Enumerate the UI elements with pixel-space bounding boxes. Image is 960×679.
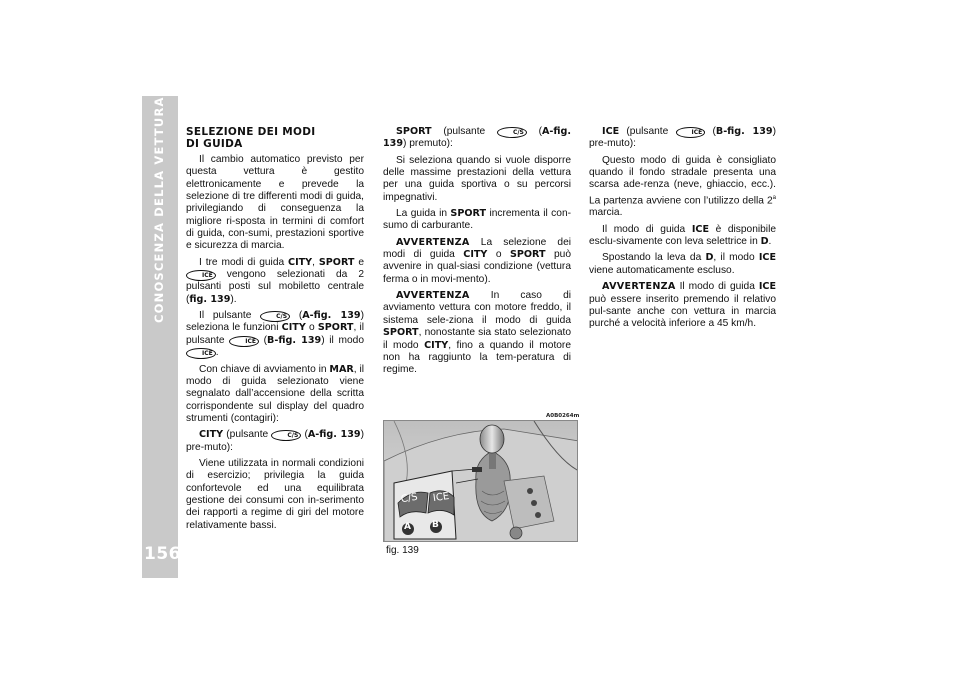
- ice-button-icon: ICE: [229, 336, 259, 347]
- page-number: 156: [144, 544, 181, 564]
- figure-caption: fig. 139: [386, 545, 419, 556]
- paragraph: ICE (pulsante ICE (B-fig. 139) pre-muto):: [589, 126, 776, 150]
- paragraph: Con chiave di avviamento in MAR, il modo di guida selezionato viene segnalato dall’accensione della scritta corrispondente sul display del quadro strumenti (contagiri):: [186, 363, 365, 424]
- column-3: [589, 126, 776, 335]
- figure-code: A0B0264m: [546, 413, 580, 419]
- ice-button-label: ICE: [432, 490, 450, 505]
- section-title: CONOSCENZA DELLA VETTURA: [152, 96, 166, 323]
- paragraph: Il cambio automatico previsto per questa vettura è gestito elettronicamente e prevede la selezione di tre differenti modi di guida, privilegiando di conseguenza la migliore ri-sposta in termini di comfort di guida, con-sumi, prestazioni sportive e sicurezza di marcia.: [186, 154, 364, 252]
- paragraph: Il modo di guida ICE è disponibile esclu-sivamente con leva selettrice in D.: [589, 223, 776, 248]
- column-1: [186, 126, 364, 536]
- paragraph: Questo modo di guida è consigliato quando il fondo stradale presenta una scarsa ade-renza (neve, ghiaccio, ecc.). La partenza avviene con l’utilizzo della 2$^a$ marcia.: [589, 154, 776, 219]
- ice-button-icon: ICE: [186, 270, 216, 281]
- paragraph: Spostando la leva da D, il modo ICE viene automaticamente escluso.: [589, 252, 776, 276]
- paragraph: La guida in SPORT incrementa il con-sumo di carburante.: [383, 208, 571, 232]
- cs-button-label: C/S: [400, 491, 419, 506]
- console-illustration: [384, 421, 578, 542]
- warning-paragraph: AVVERTENZA In caso di avviamento vettura con motore freddo, il sistema sele-ziona il modo di guida SPORT, nonostante sia stato selezionato il modo CITY, fino a quando il motore non ha raggiunto la tem-peratura di regime.: [383, 290, 571, 376]
- section-heading: SELEZIONE DEI MODI DI GUIDA: [186, 126, 316, 150]
- paragraph: SPORT (pulsante C/S (A-fig. 139) premuto):: [383, 126, 571, 150]
- callout-a: A: [404, 522, 411, 532]
- paragraph: Si seleziona quando si vuole disporre delle massime prestazioni della vettura per una guida sportiva o su percorsi impegnativi.: [383, 154, 571, 203]
- warning-paragraph: AVVERTENZA Il modo di guida ICE può essere inserito premendo il relativo pul-sante anche con vettura in marcia purché a velocità inferiore a 45 km/h.: [589, 281, 776, 330]
- cs-button-icon: C/S: [260, 311, 290, 322]
- cs-button-icon: C/S: [497, 127, 527, 138]
- paragraph: Il pulsante C/S (A-fig. 139) seleziona le funzioni CITY o SPORT, il pulsante ICE (B-fig. 139) il modo ICE .: [186, 310, 365, 359]
- cs-button-icon: C/S: [271, 430, 301, 441]
- warning-paragraph: AVVERTENZA La selezione dei modi di guida CITY o SPORT può avvenire in qual-siasi condizione (vettura ferma o in movi-mento).: [383, 236, 572, 285]
- figure-139: [383, 420, 578, 542]
- column-2: [383, 126, 571, 381]
- paragraph: I tre modi di guida CITY, SPORT e ICE vengono selezionati da 2 pulsanti posti sul mobiletto centrale (fig. 139).: [186, 256, 365, 305]
- ice-button-icon: ICE: [676, 127, 706, 138]
- paragraph: CITY (pulsante C/S (A-fig. 139) pre-muto):: [186, 429, 364, 453]
- callout-b: B: [432, 520, 439, 530]
- ice-button-icon: ICE: [186, 348, 216, 359]
- paragraph: Viene utilizzata in normali condizioni di esercizio; privilegia la guida confortevole ed una equilibrata gestione dei consumi con in-serimento dei rapporti a regime di giri del motore relativamente bassi.: [186, 457, 364, 531]
